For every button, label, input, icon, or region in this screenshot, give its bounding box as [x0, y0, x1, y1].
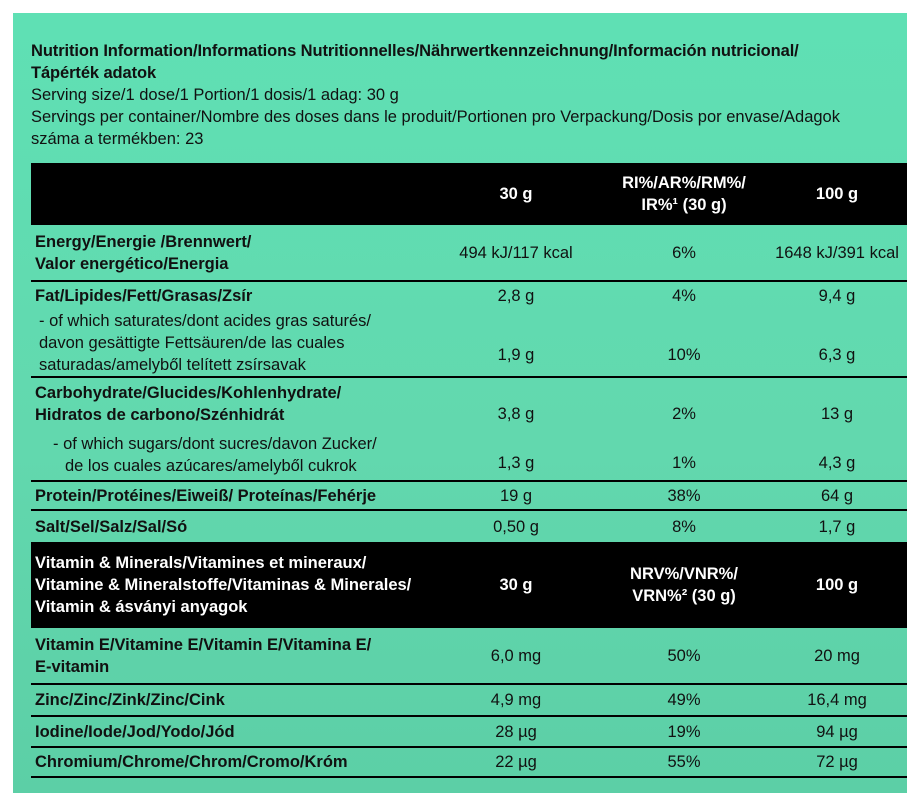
sugars-label — [31, 429, 431, 481]
title-line-1: Nutrition Information/Informations Nutritionnelles/Nährwertkennzeichnung/Información nutricional/ — [31, 42, 799, 60]
iodine-nrv: 19% — [601, 716, 767, 747]
carbs-label-line2: Hidratos de carbono/Szénhidrát — [35, 405, 285, 424]
protein-30g: 19 g — [431, 481, 601, 510]
protein-label: Protein/Protéines/Eiweiß/ Proteínas/Fehérje — [31, 481, 431, 510]
zinc-row — [31, 684, 907, 716]
table1-header-row — [31, 163, 907, 225]
vitamin-e-30g: 6,0 mg — [490, 646, 542, 665]
zinc-30g: 4,9 mg — [431, 684, 601, 716]
sugars-line1: - of which sugars/dont sucres/davon Zucker/ — [53, 434, 377, 453]
vitamin-e-row — [31, 628, 907, 684]
fat-30g: 2,8 g — [431, 281, 601, 309]
table1-header-label — [31, 163, 431, 225]
table2-header-line2: Vitamine & Mineralstoffe/Vitaminas & Minerales/ — [35, 576, 412, 594]
salt-100g: 1,7 g — [767, 510, 907, 542]
sugars-row — [31, 429, 907, 481]
iodine-row — [31, 716, 907, 747]
saturates-row — [31, 309, 907, 377]
energy-ri: 6% — [672, 243, 696, 262]
header-nrv — [601, 542, 767, 628]
carbs-label — [31, 377, 431, 429]
saturates-30g: 1,9 g — [497, 346, 535, 364]
vitamin-e-line1: Vitamin E/Vitamine E/Vitamin E/Vitamina E/ — [35, 635, 372, 654]
header2-30g: 30 g — [431, 542, 601, 628]
zinc-label: Zinc/Zinc/Zink/Zinc/Cink — [31, 684, 431, 716]
salt-row — [31, 510, 907, 542]
carbs-label-line1: Carbohydrate/Glucides/Kohlenhydrate/ — [35, 383, 342, 402]
carbs-30g: 3,8 g — [431, 377, 601, 429]
header-block — [31, 40, 889, 150]
servings-line-1: Servings per container/Nombre des doses dans le produit/Portionen pro Verpackung/Dosis por envase/Adagok — [31, 108, 840, 126]
header-nrv-line2: VRN%² (30 g) — [632, 587, 736, 605]
saturates-line1: - of which saturates/dont acides gras saturés/ — [39, 311, 371, 330]
chromium-row — [31, 747, 907, 777]
header-ri-line2: IR%¹ (30 g) — [641, 196, 727, 214]
vitamin-e-100g: 20 mg — [814, 646, 860, 665]
nutrition-panel — [13, 13, 907, 793]
iodine-100g: 94 µg — [767, 716, 907, 747]
sugars-30g: 1,3 g — [497, 454, 535, 472]
saturates-line3: saturadas/amelyből telített zsírsavak — [39, 355, 306, 374]
header-ri-line1: RI%/AR%/RM%/ — [622, 174, 746, 192]
carbs-100g: 13 g — [767, 377, 907, 429]
fat-label: Fat/Lipides/Fett/Grasas/Zsír — [31, 281, 431, 309]
chromium-30g: 22 µg — [431, 747, 601, 777]
iodine-label: Iodine/Iode/Jod/Yodo/Jód — [31, 716, 431, 747]
chromium-100g: 72 µg — [767, 747, 907, 777]
sugars-100g: 4,3 g — [818, 454, 856, 472]
fat-ri: 4% — [601, 281, 767, 309]
header-nrv-line1: NRV%/VNR%/ — [630, 565, 738, 583]
protein-row — [31, 481, 907, 510]
vitamin-e-nrv: 50% — [667, 646, 701, 665]
energy-label-line2: Valor energético/Energia — [35, 254, 229, 273]
header-ri — [601, 163, 767, 225]
iodine-30g: 28 µg — [431, 716, 601, 747]
saturates-line2: davon gesättigte Fettsäuren/de las cuales — [39, 333, 345, 352]
energy-label — [31, 225, 431, 281]
table2-header-label — [31, 542, 431, 628]
sugars-ri: 1% — [672, 454, 696, 472]
protein-ri: 38% — [601, 481, 767, 510]
fat-100g: 9,4 g — [767, 281, 907, 309]
servings-line-2: száma a termékben: 23 — [31, 130, 204, 148]
table2-header-line1: Vitamin & Minerals/Vitamines et mineraux/ — [35, 554, 367, 572]
serving-size: Serving size/1 dose/1 Portion/1 dosis/1 adag: 30 g — [31, 86, 399, 104]
title-line-2: Tápérték adatok — [31, 64, 157, 82]
carbs-row — [31, 377, 907, 429]
chromium-label: Chromium/Chrome/Chrom/Cromo/Króm — [31, 747, 431, 777]
table2-header-line3: Vitamin & ásványi anyagok — [35, 598, 248, 616]
vitamin-e-line2: E-vitamin — [35, 657, 110, 676]
header-30g: 30 g — [431, 163, 601, 225]
salt-ri: 8% — [601, 510, 767, 542]
zinc-100g: 16,4 mg — [767, 684, 907, 716]
table2-header-row — [31, 542, 907, 628]
energy-30g: 494 kJ/117 kcal — [459, 243, 573, 262]
saturates-label — [31, 309, 431, 377]
energy-label-line1: Energy/Energie /Brennwert/ — [35, 232, 252, 251]
salt-30g: 0,50 g — [431, 510, 601, 542]
header-100g: 100 g — [767, 163, 907, 225]
vitamin-e-label — [31, 628, 431, 684]
protein-100g: 64 g — [767, 481, 907, 510]
saturates-100g: 6,3 g — [818, 346, 856, 364]
sugars-line2: de los cuales azúcares/amelyből cukrok — [65, 456, 357, 475]
energy-100g: 1648 kJ/391 kcal — [775, 243, 899, 262]
nutrition-table — [31, 163, 907, 778]
chromium-nrv: 55% — [601, 747, 767, 777]
carbs-ri: 2% — [601, 377, 767, 429]
zinc-nrv: 49% — [601, 684, 767, 716]
header2-100g: 100 g — [767, 542, 907, 628]
saturates-ri: 10% — [667, 346, 701, 364]
fat-row — [31, 281, 907, 309]
salt-label: Salt/Sel/Salz/Sal/Só — [31, 510, 431, 542]
energy-row — [31, 225, 907, 281]
